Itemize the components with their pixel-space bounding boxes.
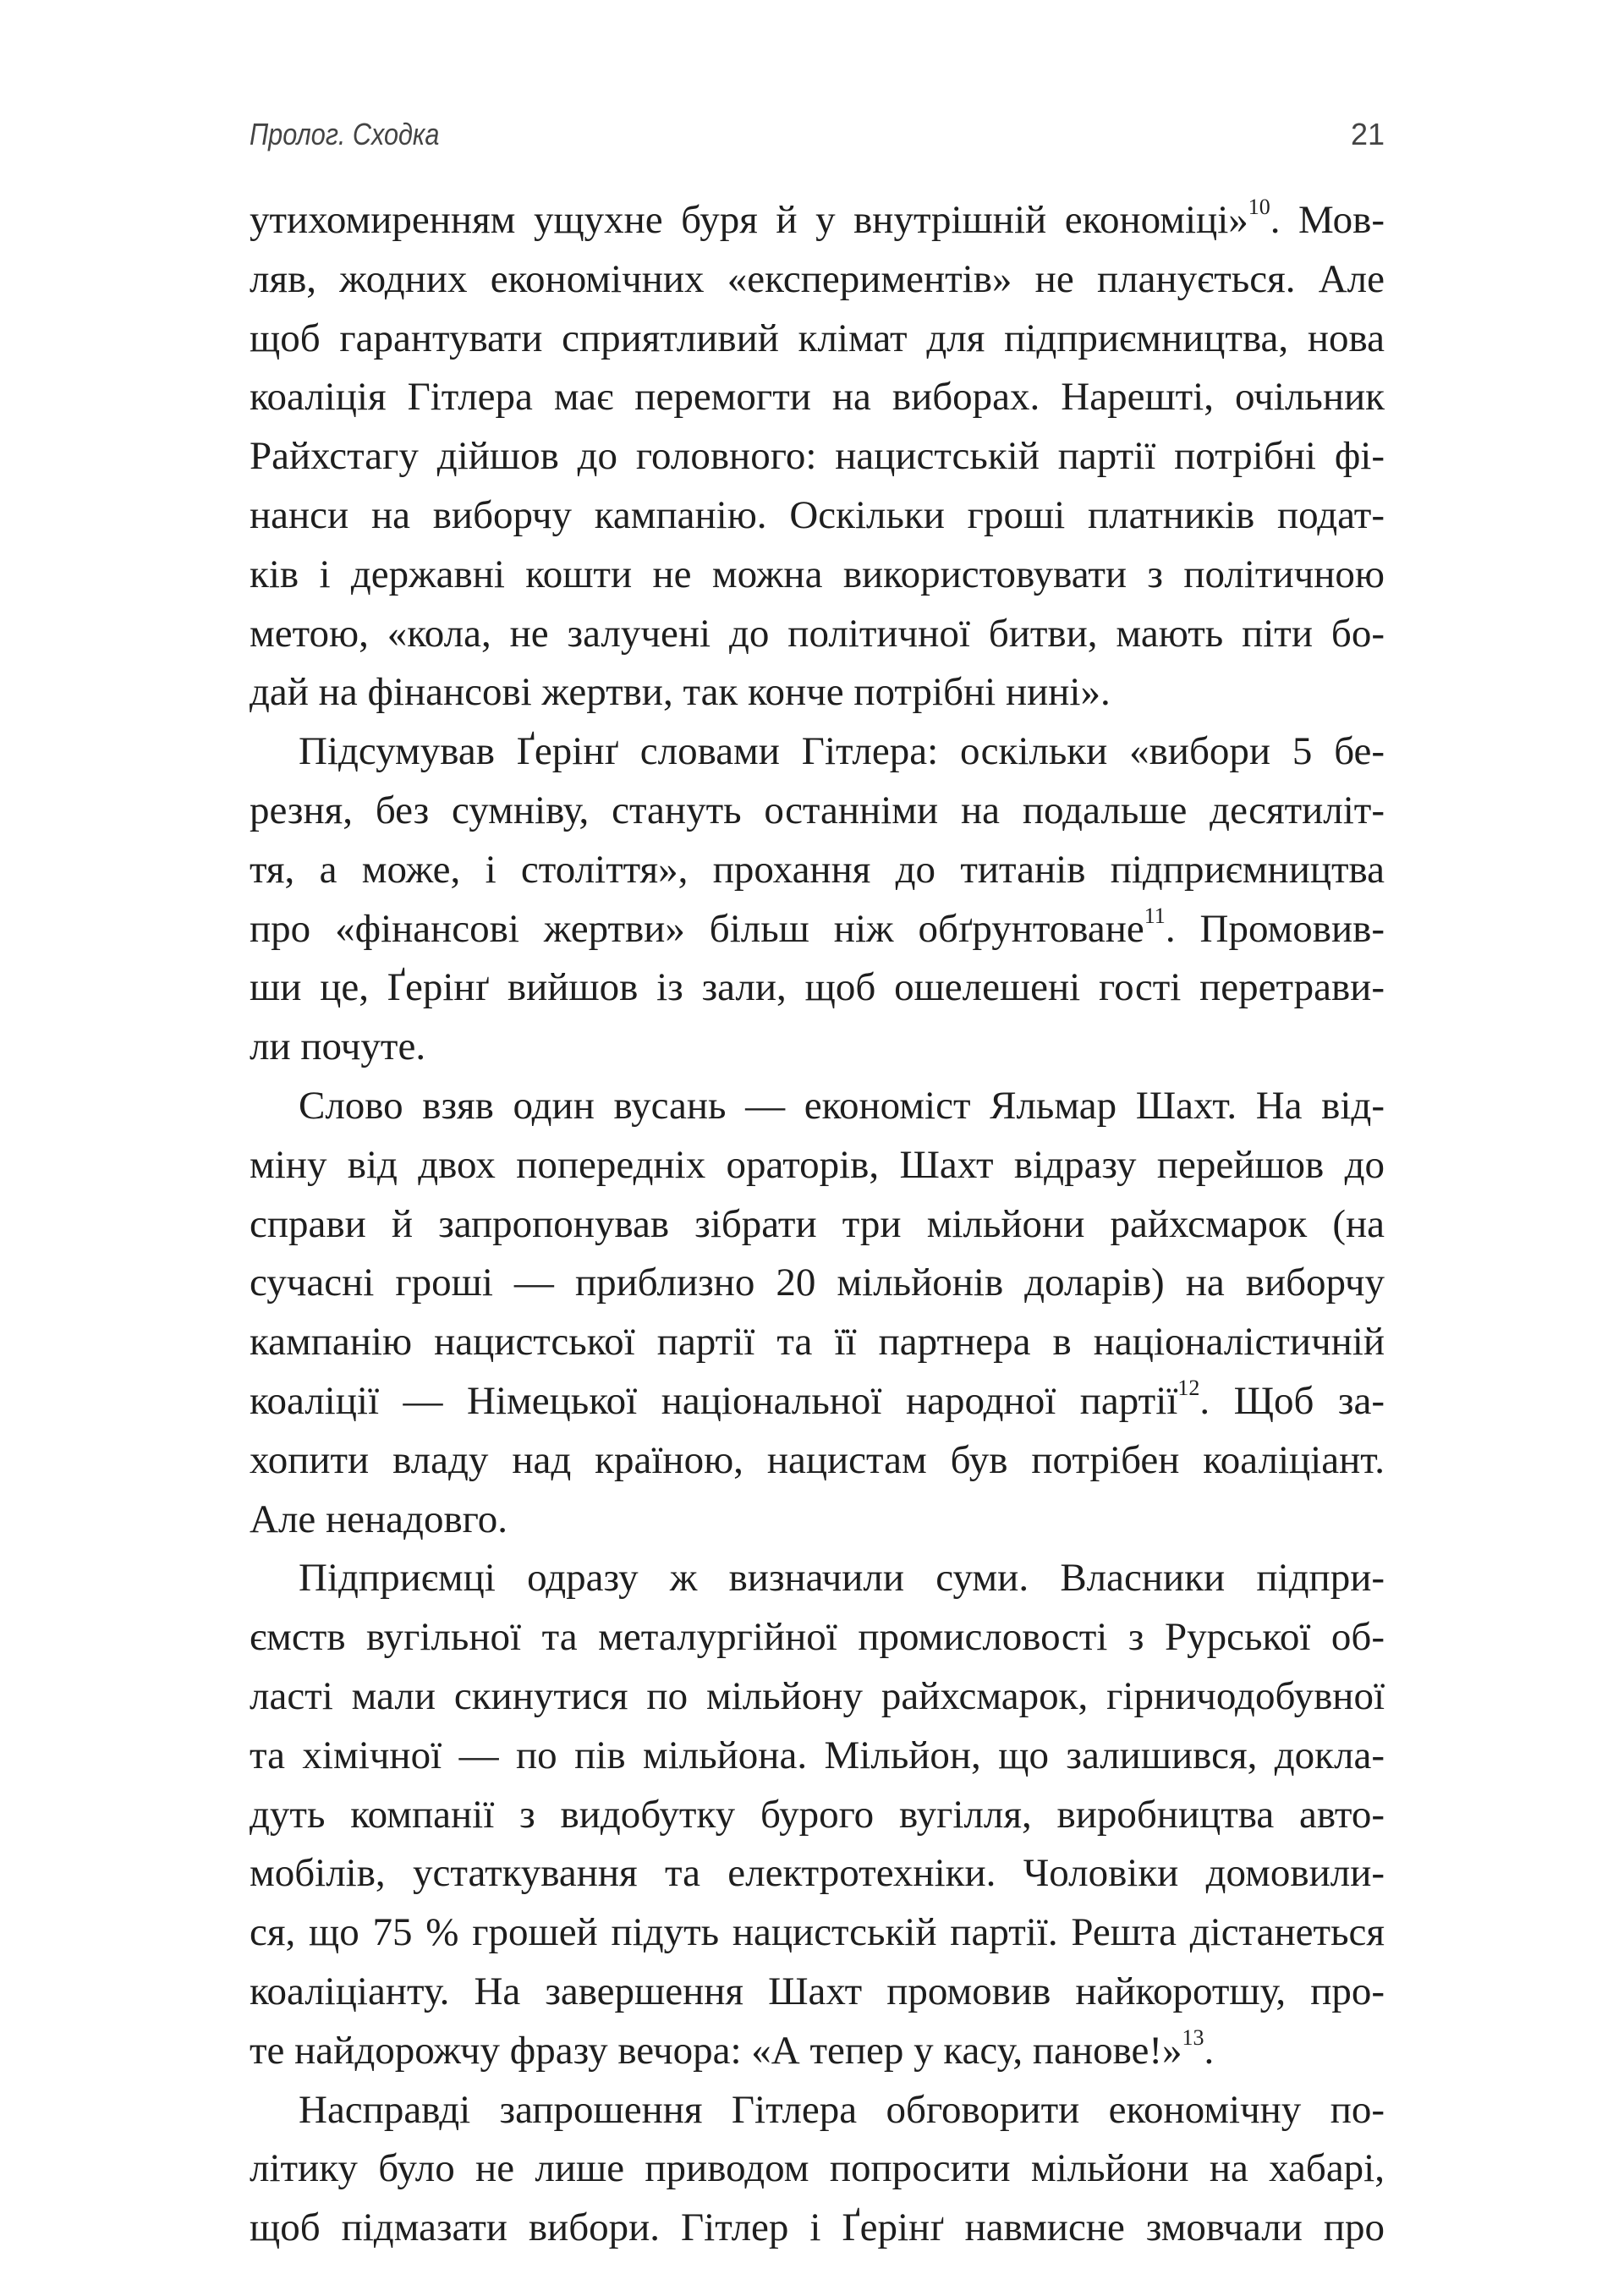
text-line [250, 1608, 1385, 1667]
text-line [250, 663, 1385, 722]
text-line [250, 250, 1385, 310]
paragraph [250, 1549, 1385, 2080]
line-text: ся, що 75 % грошей підуть нацистській партії. Решта дістанеться [250, 1910, 1385, 1955]
text-line [250, 1313, 1385, 1372]
text-line [250, 1903, 1385, 1963]
text-line [250, 2081, 1385, 2140]
text-line [250, 1786, 1385, 1845]
text-line [250, 1077, 1385, 1136]
text-line [250, 1372, 1385, 1431]
line-text: кампанію нацистської партії та її партнера в націоналістичній [250, 1320, 1385, 1365]
text-line [250, 1844, 1385, 1903]
text-line [250, 427, 1385, 486]
line-text: Підсумував Ґерінґ словами Гітлера: оскільки «вибори 5 бе- [299, 729, 1385, 774]
line-text: мобілів, устаткування та електротехніки. Чоловіки домовили- [250, 1851, 1385, 1896]
line-text: про «фінансові жертви» більш ніж обґрунтоване [250, 906, 1144, 951]
line-text: Насправді запрошення Гітлера обговорити економічну по- [299, 2087, 1385, 2132]
text-line [250, 2022, 1385, 2081]
text-line [250, 958, 1385, 1018]
line-text: утихомиренням ущухне буря й у внутрішній економіці» [250, 198, 1248, 242]
line-text: ши це, Ґерінґ вийшов із зали, щоб ошелешені гості перетрави- [250, 965, 1385, 1010]
line-text: справи й запропонував зібрати три мільйони райхсмарок (на [250, 1201, 1385, 1246]
text-line [250, 1491, 1385, 1550]
paragraph [250, 1077, 1385, 1549]
footnote-marker: 11 [1144, 903, 1166, 928]
text-line [250, 1431, 1385, 1491]
line-text: нанси на виборчу кампанію. Оскільки гроші платників подат- [250, 492, 1385, 537]
line-text: Райхстагу дійшов до головного: нацистській партії потрібні фі- [250, 434, 1385, 479]
line-tail: . [1204, 2028, 1215, 2073]
line-text: Підприємці одразу ж визначили суми. Власники підпри- [299, 1556, 1385, 1601]
line-text: Але ненадовго. [250, 1497, 508, 1541]
line-text: те найдорожчу фразу вечора: «А тепер у касу, панове!» [250, 2028, 1182, 2073]
line-tail: . Щоб за- [1199, 1378, 1385, 1423]
line-text: сучасні гроші — приблизно 20 мільйонів доларів) на виборчу [250, 1261, 1385, 1305]
line-text: коаліції — Німецької національної народної партії [250, 1378, 1178, 1423]
line-text: тя, а може, і століття», прохання до титанів підприємництва [250, 847, 1385, 892]
line-text: міну від двох попередніх ораторів, Шахт відразу перейшов до [250, 1142, 1385, 1187]
text-line [250, 782, 1385, 841]
running-title: Пролог. Сходка [250, 117, 440, 151]
text-line [250, 1963, 1385, 2022]
text-line [250, 191, 1385, 250]
paragraph [250, 2081, 1385, 2258]
line-tail: . Промовив- [1165, 906, 1385, 951]
text-line [250, 2199, 1385, 2258]
text-line [250, 1549, 1385, 1608]
line-text: коаліція Гітлера має перемогти на виборах. Нарешті, очільник [250, 375, 1385, 420]
text-line [250, 2139, 1385, 2199]
page-number: 21 [1350, 117, 1385, 151]
line-text: ляв, жодних економічних «експериментів» не планується. Але [250, 256, 1385, 301]
line-text: резня, без сумніву, стануть останніми на подальше десятиліт- [250, 788, 1385, 832]
running-header [250, 117, 1385, 168]
text-line [250, 900, 1385, 959]
text-line [250, 310, 1385, 369]
paragraph [250, 191, 1385, 722]
text-line [250, 486, 1385, 546]
line-text: ків і державні кошти не можна використовувати з політичною [250, 552, 1385, 596]
line-text: літику було не лише приводом попросити мільйони на хабарі, [250, 2146, 1385, 2191]
footnote-marker: 12 [1177, 1375, 1200, 1400]
line-text: коаліціанту. На завершення Шахт промовив найкоротшу, про- [250, 1969, 1385, 2013]
line-text: хопити владу над країною, нацистам був потрібен коаліціант. [250, 1437, 1385, 1482]
text-line [250, 1667, 1385, 1727]
line-text: та хімічної — по пів мільйона. Мільйон, що залишився, докла- [250, 1733, 1385, 1777]
body-text [250, 191, 1385, 2258]
text-line [250, 722, 1385, 782]
line-tail: . Мов- [1270, 198, 1385, 242]
line-text: щоб гарантувати сприятливий клімат для підприємництва, нова [250, 316, 1385, 360]
text-line [250, 1136, 1385, 1195]
line-text: ласті мали скинутися по мільйону райхсмарок, гірничодобувної [250, 1673, 1385, 1718]
footnote-marker: 13 [1182, 2024, 1204, 2050]
text-line [250, 1018, 1385, 1077]
text-line [250, 368, 1385, 427]
text-line [250, 1195, 1385, 1255]
text-line [250, 605, 1385, 664]
text-line [250, 1254, 1385, 1313]
line-text: ємств вугільної та металургійної промисловості з Рурської об- [250, 1615, 1385, 1660]
text-line [250, 546, 1385, 605]
line-text: Слово взяв один вусань — економіст Яльмар Шахт. На від- [299, 1083, 1385, 1128]
line-text: ли почуте. [250, 1024, 426, 1069]
text-line [250, 1727, 1385, 1786]
line-text: дуть компанії з видобутку бурого вугілля, виробництва авто- [250, 1792, 1385, 1837]
paragraph [250, 722, 1385, 1077]
line-text: дай на фінансові жертви, так конче потрібні нині». [250, 670, 1111, 715]
line-text: щоб підмазати вибори. Гітлер і Ґерінґ навмисне змовчали про [250, 2205, 1385, 2250]
line-text: метою, «кола, не залучені до політичної битви, мають піти бо- [250, 611, 1385, 656]
footnote-marker: 10 [1248, 195, 1270, 219]
text-line [250, 841, 1385, 900]
